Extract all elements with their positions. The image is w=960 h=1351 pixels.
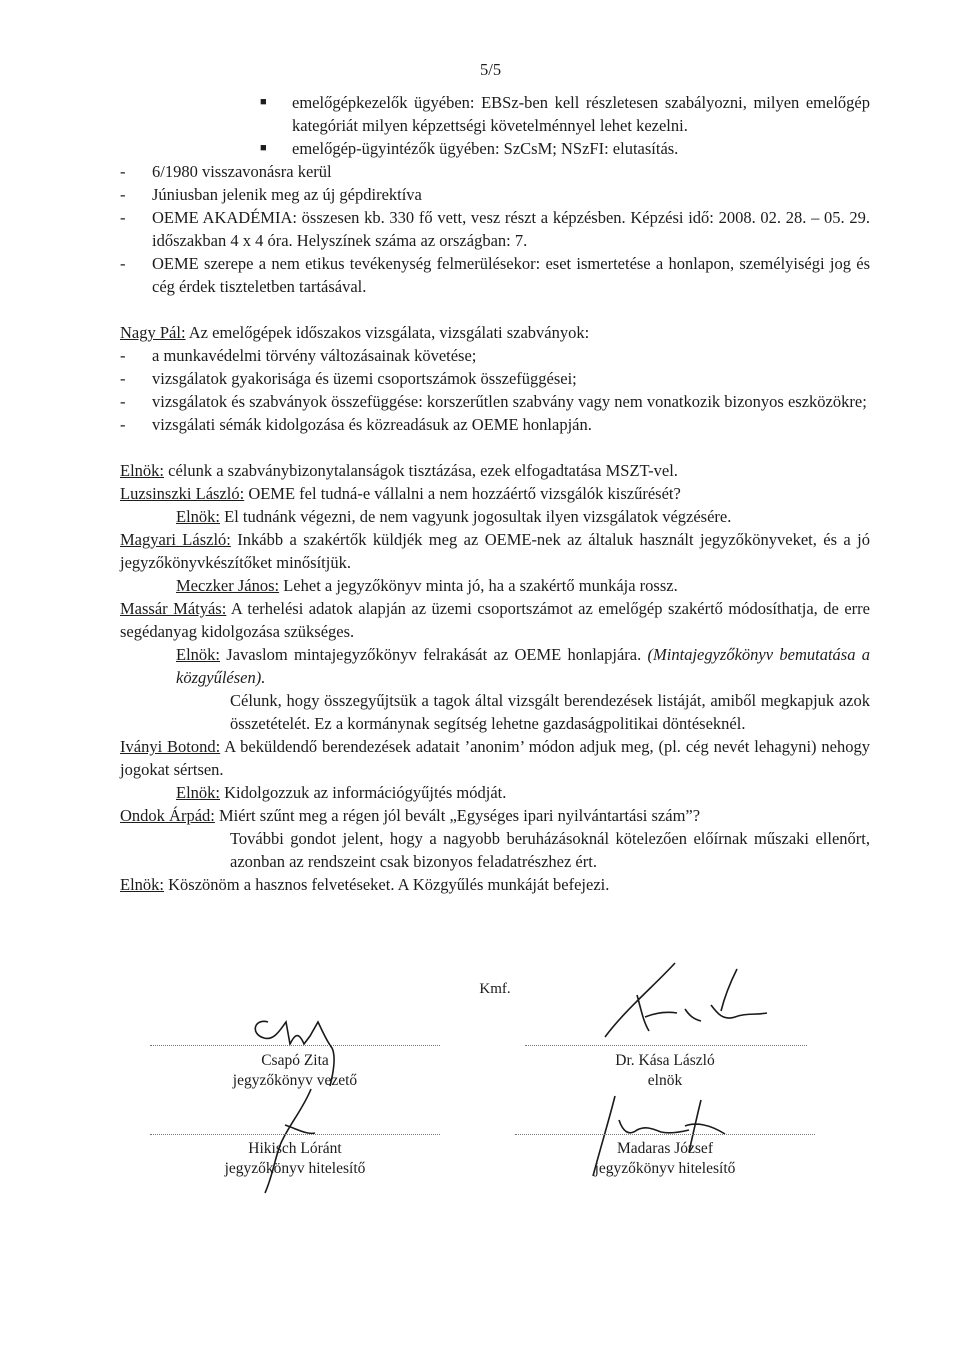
speaker-name: Massár Mátyás: [120, 599, 227, 618]
list-item: - vizsgálati sémák kidolgozása és közreadásuk az OEME honlapján. [120, 415, 592, 434]
dialog-line: Elnök: Kidolgozzuk az információgyűjtés módját. [176, 783, 507, 802]
speaker-name: Meczker János: [176, 576, 280, 595]
dialog-line: Elnök: El tudnánk végezni, de nem vagyunk jogosultak ilyen vizsgálatok végzésére. [176, 507, 732, 526]
signature-role: jegyzőkönyv hitelesítő [224, 1160, 366, 1177]
document-body [120, 91, 870, 896]
dash-marker: - [120, 208, 126, 227]
signature-scribble-kasa [585, 955, 775, 1045]
signature-role: jegyzőkönyv vezető [232, 1072, 358, 1089]
list-item: - OEME szerepe a nem etikus tevékenység felmerülésekor: eset ismertetése a honlapon, személyiségi jog és cég érdek tiszteletben tartásával. [120, 254, 870, 296]
signature-name: Hikisch Lóránt [248, 1140, 342, 1157]
speaker-name: Ondok Árpád: [120, 806, 215, 825]
speaker-name: Iványi Botond: [120, 737, 221, 756]
dialog-continuation: További gondot jelent, hogy a nagyobb beruházásoknál kötelezően előírnak műszaki ellenőrt, azonban az rendszeint csak bizonyos feladatrészhez ért. [230, 829, 870, 871]
list-item: - a munkavédelmi törvény változásainak követése; [120, 346, 477, 365]
kmf-label: Kmf. [479, 981, 511, 997]
speaker-name: Elnök: [120, 875, 164, 894]
signature-name: Csapó Zita [261, 1052, 329, 1069]
dialog-line: Meczker János: Lehet a jegyzőkönyv minta jó, ha a szakértő munkája rossz. [176, 576, 678, 595]
speaker-name: Elnök: [176, 507, 220, 526]
speaker-name: Elnök: [176, 783, 220, 802]
list-item: - vizsgálatok gyakorisága és üzemi csoportszámok összefüggései; [120, 369, 577, 388]
speaker-name: Nagy Pál: [120, 323, 186, 342]
list-item: - vizsgálatok és szabványok összefüggése: korszerűtlen szabvány vagy nem vonatkozik bizonyos eszközökre; [120, 392, 867, 411]
dash-marker: - [120, 346, 126, 365]
dialog-line: Magyari László: Inkább a szakértők küldjék meg az OEME-nek az általuk használt jegyzőkönyveket, és a jó jegyzőkönyvkészítőket minősítjük. [120, 530, 870, 572]
signature-name: Madaras József [617, 1140, 713, 1157]
speaker-name: Elnök: [120, 461, 164, 480]
list-item: - 6/1980 visszavonásra kerül [120, 162, 332, 181]
signature-line [150, 1134, 440, 1135]
signature-name: Dr. Kása László [615, 1052, 715, 1069]
signature-line [150, 1045, 440, 1046]
list-item: - Júniusban jelenik meg az új gépdirektíva [120, 185, 422, 204]
signature-role: jegyzőkönyv hitelesítő [594, 1160, 736, 1177]
dialog-line: Ondok Árpád: Miért szűnt meg a régen jól bevált „Egységes ipari nyilvántartási szám”? [120, 806, 701, 825]
speaker-name: Magyari László: [120, 530, 231, 549]
list-item: ■ emelőgép-ügyintézők ügyében: SzCsM; NSzFI: elutasítás. [260, 139, 679, 158]
dash-marker: - [120, 254, 126, 273]
list-item: ■ emelőgépkezelők ügyében: EBSz-ben kell részletesen szabályozni, milyen emelőgép kategóriát milyen képzettségi követelménnyel lehet kezelni. [260, 93, 870, 135]
dialog-line: Massár Mátyás: A terhelési adatok alapján az üzemi csoportszámot az emelőgép szakértő módosíthatja, de erre segédanyag kidolgozása szükséges. [120, 599, 870, 641]
page-number: 5/5 [480, 60, 502, 79]
signature-line [525, 1045, 807, 1046]
dash-marker: - [120, 392, 126, 411]
dialog-line: Luzsinszki László: OEME fel tudná-e vállalni a nem hozzáértő vizsgálók kiszűrését? [120, 484, 681, 503]
dash-marker: - [120, 162, 126, 181]
dialog-line: Iványi Botond: A beküldendő berendezések adatait ’anonim’ módon adjuk meg, (pl. cég nevét lehagyni) nehogy jogokat sértsen. [120, 737, 871, 779]
dialog-continuation: Célunk, hogy összegyűjtsük a tagok által vizsgált berendezések listáját, amiből megkapjuk azok összetételét. Ez a kormánynak segítség lehetne gazdaságpolitikai döntéseknél. [230, 691, 870, 733]
speaker-name: Elnök: [176, 645, 220, 664]
speaker-name: Luzsinszki László: [120, 484, 245, 503]
dialog-line: Elnök: Köszönöm a hasznos felvetéseket. A Közgyűlés munkáját befejezi. [120, 875, 610, 894]
square-bullet-icon: ■ [260, 142, 267, 154]
list-item: - OEME AKADÉMIA: összesen kb. 330 fő vett, vesz részt a képzésben. Képzési idő: 2008. 02. 28. – 05. 29. időszakban 4 x 4 óra. Helyszínek száma az országban: 7. [120, 208, 870, 250]
nagy-pal-paragraph: Nagy Pál: Az emelőgépek időszakos vizsgálata, vizsgálati szabványok: [120, 323, 590, 342]
square-bullet-icon: ■ [260, 96, 267, 108]
dash-marker: - [120, 185, 126, 204]
signature-line [515, 1134, 815, 1135]
dialog-line: Elnök: célunk a szabványbizonytalanságok tisztázása, ezek elfogadtatása MSZT-vel. [120, 461, 678, 480]
dash-marker: - [120, 369, 126, 388]
dialog-line: Elnök: Javaslom mintajegyzőkönyv felrakását az OEME honlapjára. (Mintajegyzőkönyv bemutatása a közgyűlésen). [176, 645, 870, 687]
dash-marker: - [120, 415, 126, 434]
signature-role: elnök [647, 1072, 683, 1089]
